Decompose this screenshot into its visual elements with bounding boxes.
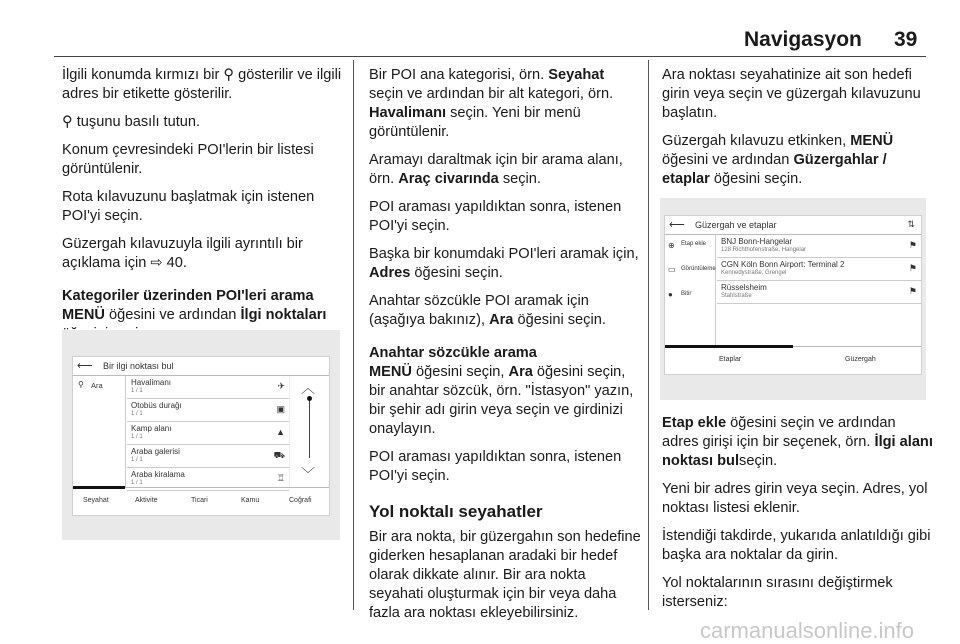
- text-run: öğesini ve ardından: [104, 307, 241, 323]
- tab-activity[interactable]: Aktivite: [135, 497, 158, 504]
- poi-count: 1 / 1: [131, 434, 143, 440]
- route-screen: [664, 215, 922, 375]
- map-icon: ▭: [668, 265, 676, 274]
- column-2: [369, 66, 641, 632]
- text-run: öğesini seçin, bir anahtar sözcük, örn. "İstasyon" yazın, bir şehir adı girin veya seçin ve girdinizi onaylayın.: [369, 364, 634, 437]
- chevron-down-icon[interactable]: ﹀: [301, 466, 315, 482]
- screen-title-bar: [665, 216, 921, 235]
- waypoint-address: Kennedystraße, Grengel: [721, 270, 787, 276]
- tent-icon: ▲: [276, 427, 285, 437]
- waypoint-flag-icon: ⚑: [908, 263, 917, 273]
- paragraph: [369, 245, 641, 283]
- list-item[interactable]: [127, 376, 289, 399]
- tab-waypoints[interactable]: Etaplar: [719, 356, 742, 363]
- menu-keyword: Etap ekle: [662, 415, 727, 431]
- column-3-continued: [662, 414, 934, 621]
- tab-geographic[interactable]: Coğrafi: [289, 497, 312, 504]
- menu-keyword: Havalimanı: [369, 105, 447, 121]
- destination-flag-icon: ⚑: [908, 286, 917, 296]
- poi-count: 1 / 1: [131, 480, 143, 486]
- screen-title: Güzergah ve etaplar: [695, 220, 777, 230]
- section-paragraph: [369, 344, 641, 439]
- page-header-title: Navigasyon: [744, 28, 862, 51]
- waypoint-name: BNJ Bonn-Hangelar: [721, 237, 793, 246]
- airplane-icon: ✈: [277, 381, 285, 391]
- search-label[interactable]: Ara: [91, 381, 103, 390]
- waypoint-name: Rüsselsheim: [721, 283, 767, 292]
- text-run: Güzergah kılavuzu etkinken,: [662, 133, 851, 149]
- text-run: seçin. Yeni bir menü görüntülenir.: [369, 105, 581, 140]
- text-run: öğesini seçin.: [709, 171, 803, 187]
- section-heading: Anahtar sözcükle arama: [369, 345, 537, 361]
- paragraph: Bir ara nokta, bir güzergahın son hedefine giderken hesaplanan aradaki bir hedef olarak dikkate alınır. Bir ara nokta seyahati oluşturmak için bir veya daha fazla ara noktası ekleyebilirsiniz.: [369, 529, 641, 621]
- text-run: öğesini seçin.: [513, 312, 606, 328]
- text-run: öğesini ve ardından: [662, 152, 794, 168]
- paragraph: İstendiği takdirde, yukarıda anlatıldığı gibi başka ara noktalar da girin.: [662, 528, 931, 563]
- text-run: seçin.: [498, 171, 541, 187]
- list-item[interactable]: [717, 281, 921, 304]
- paragraph: İlgili konumda kırmızı bir ⚲ gösterilir ve ilgili adres bir etikette gösterilir.: [62, 67, 342, 102]
- tab-commercial[interactable]: Ticari: [191, 497, 208, 504]
- chevron-up-icon[interactable]: ︿: [301, 380, 315, 396]
- paragraph: POI araması yapıldıktan sonra, istenen POI'yi seçin.: [369, 199, 622, 234]
- paragraph: [662, 132, 934, 189]
- text-run: seçin.: [739, 453, 778, 469]
- poi-name: Kamp alanı: [131, 424, 172, 433]
- menu-keyword: MENÜ: [850, 133, 894, 149]
- list-item[interactable]: [717, 235, 921, 258]
- text-run: öğesini seçin.: [410, 265, 503, 281]
- sort-icon[interactable]: ⇅: [907, 219, 915, 229]
- text-run: Bir POI ana kategorisi, örn.: [369, 67, 549, 83]
- waypoint-address: Stahlstraße: [721, 293, 752, 299]
- category-tabs: [73, 487, 329, 515]
- paragraph: Konum çevresindeki POI'lerin bir listesi görüntülenir.: [62, 142, 314, 177]
- list-item[interactable]: [127, 399, 289, 422]
- scroll-thumb[interactable]: [307, 396, 312, 401]
- menu-keyword: İlgi alanı noktası bul: [662, 434, 933, 469]
- tab-travel[interactable]: Seyahat: [83, 497, 109, 504]
- back-arrow-icon[interactable]: ⟵: [669, 219, 685, 231]
- column-3: [662, 66, 934, 198]
- column-divider: [353, 60, 354, 610]
- list-item[interactable]: [127, 422, 289, 445]
- tab-route[interactable]: Güzergah: [845, 356, 876, 363]
- screen-sidebar: [665, 235, 716, 346]
- menu-keyword: Ara: [489, 312, 514, 328]
- route-screenshot: [660, 198, 926, 400]
- text-run: Anahtar sözcükle POI aramak için (aşağıya bakınız),: [369, 293, 589, 328]
- paragraph: Yeni bir adres girin veya seçin. Adres, yol noktası listesi eklenir.: [662, 481, 928, 516]
- watermark: carmanualsonline.info: [700, 618, 915, 643]
- waypoint-name: CGN Köln Bonn Airport: Terminal 2: [721, 260, 845, 269]
- poi-name: Araba kiralama: [131, 470, 185, 479]
- text-run: Aramayı daraltmak için bir arama alanı, örn.: [369, 152, 623, 187]
- poi-count: 1 / 1: [131, 411, 143, 417]
- column-divider: [648, 60, 649, 610]
- search-icon[interactable]: ⚲: [78, 380, 84, 389]
- menu-keyword: İlgi noktaları: [240, 307, 327, 323]
- waypoint-flag-icon: ⚑: [908, 240, 917, 250]
- menu-keyword: Araç civarında: [398, 171, 499, 187]
- paragraph: Güzergah kılavuzuyla ilgili ayrıntılı bir açıklama için ⇨ 40.: [62, 236, 303, 271]
- poi-count: 1 / 1: [131, 388, 143, 394]
- text-run: Başka bir konumdaki POI'leri aramak için,: [369, 246, 639, 262]
- finish-label[interactable]: Bitir: [681, 291, 692, 297]
- active-tab-indicator: [73, 486, 125, 489]
- list-item[interactable]: [127, 445, 289, 468]
- paragraph: Ara noktası seyahatinize ait son hedefi girin veya seçin ve güzergah kılavuzunu başlatın.: [662, 67, 921, 121]
- waypoint-address: 128 Richthofenstraße, Hangelar: [721, 247, 807, 253]
- route-tabs: [665, 346, 921, 374]
- menu-keyword: Ara: [508, 364, 533, 380]
- text-run: seçin ve ardından bir alt kategori, örn.: [369, 86, 614, 102]
- paragraph: [369, 292, 641, 330]
- paragraph: Yol noktalarının sırasını değiştirmek isterseniz:: [662, 575, 893, 610]
- section-heading: Kategoriler üzerinden POI'leri arama: [62, 288, 314, 304]
- car-key-icon: ♖: [276, 473, 285, 483]
- poi-screen: [72, 356, 330, 516]
- menu-keyword: Güzergahlar / etaplar: [662, 152, 887, 187]
- poi-name: Havalimanı: [131, 378, 172, 387]
- car-icon: ⛟: [273, 450, 285, 460]
- paragraph: Rota kılavuzunu başlatmak için istenen POI'yi seçin.: [62, 189, 315, 224]
- paragraph: ⚲ tuşunu basılı tutun.: [62, 114, 201, 130]
- add-waypoint-label[interactable]: Etap ekle: [681, 241, 707, 247]
- paragraph: [369, 151, 641, 189]
- view-label[interactable]: Görüntüleme: [681, 266, 716, 272]
- poi-name: Otobüs durağı: [131, 401, 182, 410]
- header-rule: [54, 56, 926, 57]
- add-waypoint-icon: ⊕: [668, 241, 675, 250]
- poi-count: 1 / 1: [131, 457, 143, 463]
- screen-title: Bir ilgi noktası bul: [103, 361, 174, 371]
- active-tab-indicator: [665, 345, 793, 348]
- paragraph: [369, 66, 641, 142]
- list-item[interactable]: [717, 258, 921, 281]
- menu-keyword: MENÜ: [62, 307, 105, 323]
- scrollbar[interactable]: [289, 376, 329, 487]
- poi-name: Araba galerisi: [131, 447, 180, 456]
- menu-keyword: Adres: [369, 265, 411, 281]
- page-number: 39: [894, 28, 918, 51]
- screen-title-bar: [73, 357, 329, 376]
- back-arrow-icon[interactable]: ⟵: [77, 360, 93, 372]
- poi-screenshot: [62, 330, 340, 540]
- section-title: Yol noktalı seyahatler: [369, 502, 543, 521]
- menu-keyword: MENÜ: [369, 364, 412, 380]
- paragraph: [662, 414, 934, 471]
- paragraph: POI araması yapıldıktan sonra, istenen POI'yi seçin.: [369, 449, 622, 484]
- screen-sidebar: [73, 376, 126, 487]
- bus-icon: ▣: [276, 404, 285, 414]
- tab-public[interactable]: Kamu: [241, 497, 260, 504]
- menu-keyword: Seyahat: [548, 67, 605, 83]
- text-run: öğesini seçin,: [411, 364, 509, 380]
- finish-icon: ●: [668, 290, 673, 299]
- text-run: öğesini seçin ve ardından adres girişi için bir seçenek, örn.: [662, 415, 896, 450]
- column-1: [62, 66, 344, 353]
